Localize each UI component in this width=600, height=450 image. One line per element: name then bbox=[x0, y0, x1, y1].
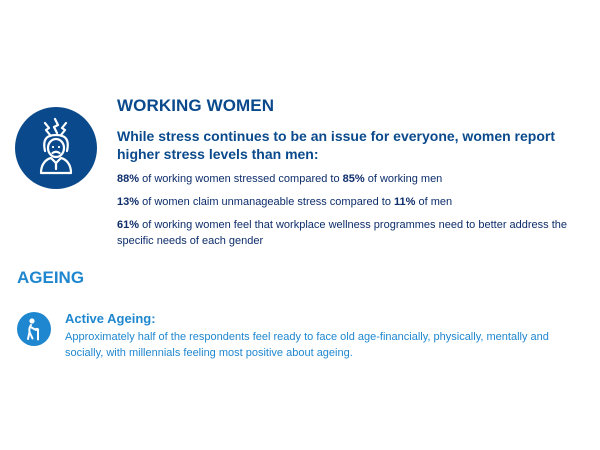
stat-value: 13% bbox=[117, 196, 140, 208]
ageing-heading: AGEING bbox=[17, 268, 85, 287]
stat-text: of working women stressed compared to bbox=[139, 173, 343, 185]
stat-unmanageable-stress bbox=[117, 194, 589, 210]
working-women-title: WORKING WOMEN bbox=[117, 96, 275, 115]
stat-text: of working women feel that workplace wellness programmes need to better address the specific needs of each gender bbox=[117, 219, 568, 247]
stat-text: of working men bbox=[364, 173, 443, 185]
stat-value: 61% bbox=[117, 219, 140, 231]
stat-value: 85% bbox=[342, 173, 365, 185]
working-women-section bbox=[117, 95, 589, 249]
stat-wellness-programmes bbox=[117, 217, 589, 249]
elderly-person-cane-icon bbox=[17, 312, 51, 346]
stat-text: of men bbox=[415, 196, 453, 208]
active-ageing-body: Approximately half of the respondents feel ready to face old age-financially, physically, mentally and socially, with millennials feeling most positive about ageing. bbox=[65, 331, 549, 359]
stat-stressed-comparison bbox=[117, 171, 589, 187]
stat-value: 11% bbox=[394, 196, 416, 208]
active-ageing-title: Active Ageing: bbox=[65, 311, 156, 326]
active-ageing-section bbox=[65, 310, 590, 361]
stat-text: of women claim unmanageable stress compared to bbox=[139, 196, 394, 208]
stressed-woman-icon bbox=[15, 107, 97, 189]
working-women-intro: While stress continues to be an issue for everyone, women report higher stress levels than men: bbox=[117, 128, 555, 162]
stat-value: 88% bbox=[117, 173, 140, 185]
